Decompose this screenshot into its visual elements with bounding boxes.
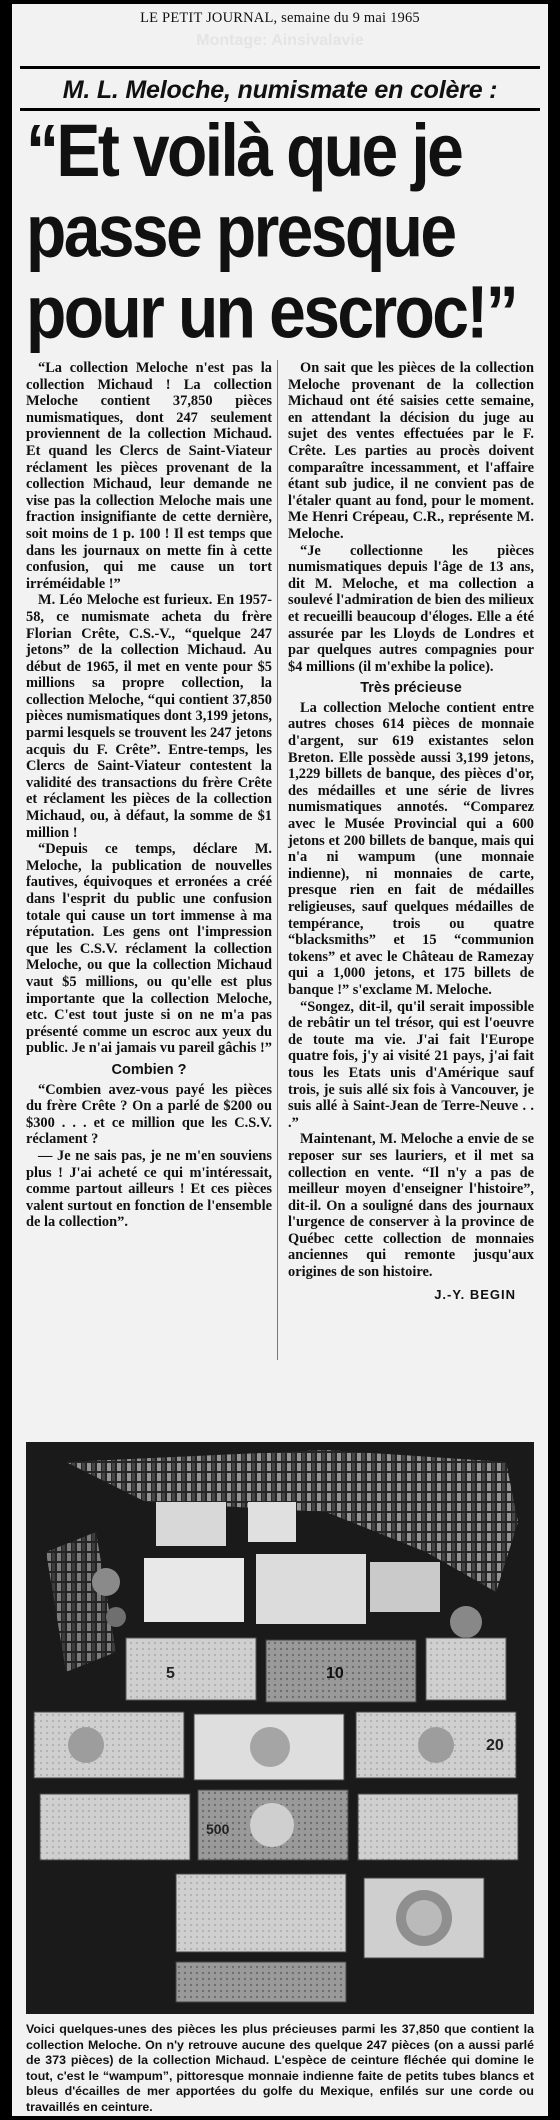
- paragraph: Maintenant, M. Meloche a envie de se reposer sur ses lauriers, et il met sa collection en vente. “Il n'y a pas de meilleur moyen d'enseigner l'histoire”, dit-il. On a souligné dans des journaux l'urgence de conserver à la province de Québec cette collection de monnaies anciennes qui remonte jusqu'aux origines de son histoire.: [288, 1131, 534, 1281]
- note-label: 20: [486, 1737, 504, 1754]
- banknote: [358, 1794, 518, 1860]
- byline: J.-Y. BEGIN: [434, 1286, 516, 1302]
- photo-caption: Voici quelques-unes des pièces les plus précieuses parmi les 37,850 que contient la collection Meloche. On n'y retrouve aucune des quelque 247 pièces (on a aussi parlé de 373 pièces) de la collection Michaud. L'espèce de ceinture fléchée qui domine le tout, c'est le “wampum”, pittoresque monnaie indienne faite de petits tubes blancs et bleus d'écailles de mer apportées du golfe du Mexique, enfilés sur une corde ou travaillés en ceinture.: [26, 2022, 534, 2114]
- right-column: [288, 360, 534, 1303]
- kicker: M. L. Meloche, numismate en colère :: [62, 76, 498, 104]
- banknote-row-3: [40, 1790, 518, 1860]
- banknote: [176, 1874, 346, 1952]
- note-vignette: [250, 1727, 290, 1767]
- headline: [26, 110, 536, 352]
- banknote: [426, 1638, 506, 1700]
- headline-line-2: passe presque: [26, 189, 455, 273]
- paragraph: La collection Meloche contient entre autres choses 614 pièces de monnaie d'argent, sur 619 existantes selon Breton. Elle possède aussi 3,199 jetons, 1,229 billets de banque, des pièces d'or, des médailles et une série de livres numismatiques annotés. “Comparez avec le Musée Provincial qui a 600 jetons et 200 billets de banque, mais qui n'a ni wampum (une monnaie indienne), ni monnaies de carte, presque rien en fait de médailles religieuses, sauf quelques médailles de tempérance, trois ou quatre “blacksmiths” et 15 “communion tokens” et avec le Château de Ramezay qui a 1,000 jetons, et 175 billets de banque !” s'exclame M. Meloche.: [288, 699, 534, 998]
- masthead: LE PETIT JOURNAL, semaine du 9 mai 1965: [140, 10, 420, 26]
- note-label: 500: [206, 1821, 230, 1837]
- token: [106, 1607, 126, 1627]
- token: [92, 1568, 120, 1596]
- note-vignette: [250, 1803, 294, 1847]
- subhead: Combien ?: [111, 1061, 187, 1078]
- medal-center: [406, 1900, 442, 1936]
- paragraph: “Songez, dit-il, qu'il serait impossible de rebâtir un tel trésor, qui est l'oeuvre de toute ma vie. J'ai fait l'Europe quatre fois, j'y ai visité 21 pays, j'ai fait tous les Etats unis d'Amérique sauf trois, je suis allé six fois à Vancouver, je suis allé à Saint-Jean de Terre-Neuve . . .”: [288, 998, 534, 1131]
- newspaper-clipping: [12, 4, 548, 2116]
- paragraph: “Je collectionne les pièces numismatiques depuis l'âge de 13 ans, dit M. Meloche, et ma collection a soulevé l'admiration de bien des milieux et recueilli beaucoup d'éloges. Elle a été assurée par les Lloyds de Londres et par quelques autres compagnies pour $4 millions (il m'exhibe la police).: [288, 542, 534, 675]
- banknote-row-2: [34, 1712, 516, 1780]
- column-divider: [277, 360, 278, 1360]
- banknote-collection-image: [26, 1442, 534, 2014]
- document: [144, 1558, 244, 1622]
- subhead: Très précieuse: [360, 680, 462, 697]
- token: [450, 1606, 482, 1638]
- banknote: [40, 1794, 190, 1860]
- headline-line-3: pour un escroc!”: [26, 270, 517, 354]
- note-label: 5: [166, 1665, 175, 1682]
- paragraph: “Combien avez-vous payé les pièces du frère Crête ? On a parlé de $200 ou $300 . . . et ce million que les C.S.V. réclament ?: [26, 1081, 272, 1148]
- paragraph: On sait que les pièces de la collection Meloche provenant de la collection Michaud ont été saisies cette semaine, en attendant la décision du juge au sujet des ventes effectuées par le F. Crête. Les parties au procès doivent comparaître incessamment, et l'affaire étant sub judice, il ne convient pas de l'étaler quant au fond, pour le moment. Me Henri Crépeau, C.R., représente M. Meloche.: [288, 360, 534, 542]
- collection-photo: [26, 1442, 534, 2014]
- banknote: [176, 1962, 346, 2002]
- paragraph: M. Léo Meloche est furieux. En 1957-58, ce numismate acheta du frère Florian Crête, C.S.-V., “quelque 247 jetons” de la collection Michaud. Au début de 1965, il met en vente pour $5 millions sa propre collection, la collection Meloche, “qui contient 37,850 pièces numismatiques dont 3,199 jetons, parmi lesquels se trouvent les 247 jetons acquis du F. Crête”. Entre-temps, les Clercs de Saint-Viateur contestent la validité des transactions du frère Crête et réclament les pièces de la collection Michaud, ou, à défaut, la somme de $1 million !: [26, 592, 272, 841]
- banknote: [34, 1712, 184, 1778]
- banknote-row-1: [126, 1638, 506, 1702]
- banknote: [126, 1638, 256, 1700]
- paragraph: — Je ne sais pas, je ne m'en souviens plus ! J'ai acheté ce qui m'intéressait, comme partout ailleurs ! Et ces pièces valent surtout en fonction de l'ensemble de la collection”.: [26, 1147, 272, 1231]
- watermark: Montage: Ainsivalavie: [196, 32, 364, 49]
- left-column: [26, 360, 272, 1231]
- document: [156, 1502, 226, 1546]
- paragraph: “Depuis ce temps, déclare M. Meloche, la publication de nouvelles fautives, équivoques et erronées a créé dans l'esprit du public une confusion totale qui cause un tort immense à ma réputation. Les gens ont l'impression que les C.S.V. réclament la collection Meloche, ou que la collection Michaud vaut $5 millions, ou qu'elle est plus importante que la collection Meloche, etc. C'est tout juste si on ne m'a pas présenté comme un escroc aux yeux du public. Je n'ai jamais vu pareil gâchis !”: [26, 841, 272, 1057]
- note-vignette: [68, 1727, 104, 1763]
- document: [370, 1562, 440, 1612]
- banknote-row-4: [176, 1874, 484, 1958]
- note-label: 10: [326, 1665, 344, 1682]
- document: [256, 1554, 366, 1624]
- headline-line-1: “Et voilà que je: [26, 108, 462, 192]
- note-vignette: [418, 1727, 454, 1763]
- paragraph: “La collection Meloche n'est pas la collection Michaud ! La collection Meloche contient 37,850 pièces numismatiques, dont 247 seulement proviennent de la collection Michaud. Et quand les Clercs de Saint-Viateur réclament les pièces provenant de la collection Michaud, leur demande ne vise pas la collection Meloche mais une fraction insignifiante de cette dernière, soit moins de 1 p. 100 ! Il est temps que dans les journaux on mette fin à cette confusion, qui me cause un tort irréméidable !”: [26, 360, 272, 592]
- top-rule: [20, 66, 540, 69]
- document: [248, 1502, 296, 1542]
